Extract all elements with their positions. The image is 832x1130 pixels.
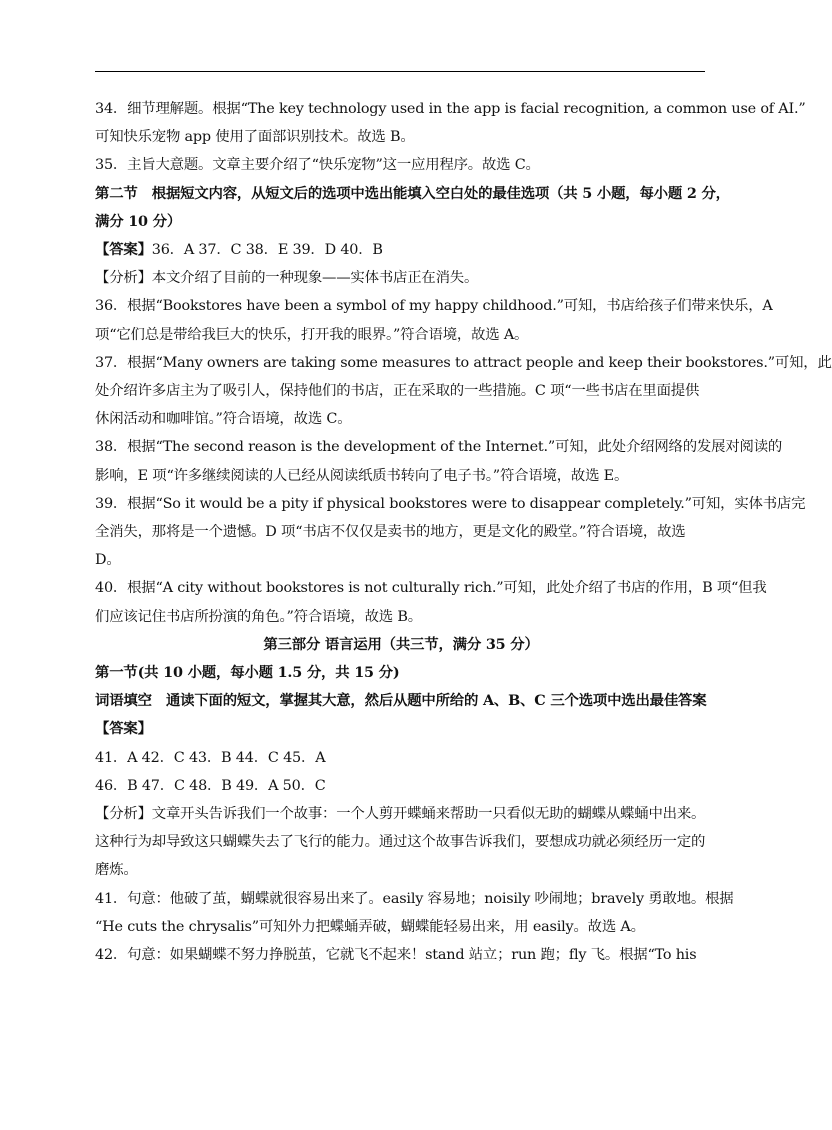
analysis-line: 【分析】文章开头告诉我们一个故事：一个人剪开蝶蛹来帮助一只看似无助的蝴蝶从蝶蛹中出来。 — [95, 806, 706, 823]
text-line: 41．句意：他破了茧，蝴蝶就很容易出来了。easily 容易地；noisily 吵闹地；bravely 勇敢地。根据 — [95, 890, 734, 907]
answer-line: 41．A 42．C 43．B 44．C 45．A — [95, 749, 326, 766]
section-heading: 满分 10 分） — [95, 212, 182, 230]
section-heading: 第二节 根据短文内容，从短文后的选项中选出能填入空白处的最佳选项（共 5 小题，每小题 2 分， — [95, 184, 730, 202]
text-line: 36．根据“Bookstores have been a symbol of my happy childhood.”可知，书店给孩子们带来快乐，A — [95, 298, 773, 315]
text-line: 这种行为却导致这只蝴蝶失去了飞行的能力。通过这个故事告诉我们，要想成功就必须经历一定的 — [95, 834, 706, 851]
text-line: 42．句意：如果蝴蝶不努力挣脱茧，它就飞不起来！stand 站立；run 跑；fly 飞。根据“To his — [95, 947, 697, 964]
answer-label: 【答案】 — [95, 241, 152, 259]
text-line: D。 — [95, 552, 121, 569]
text-line: 40．根据“A city without bookstores is not culturally rich.”可知，此处介绍了书店的作用，B 项“但我 — [95, 580, 767, 597]
answer-line: 【答案】36．A 37．C 38．E 39．D 40．B — [95, 241, 383, 259]
section-heading: 第一节(共 10 小题，每小题 1.5 分，共 15 分) — [95, 664, 400, 682]
answer-line: 46．B 47．C 48．B 49．A 50．C — [95, 777, 326, 794]
text-line: 处介绍许多店主为了吸引人，保持他们的书店，正在采取的一些措施。C 项“一些书店在里面提供 — [95, 383, 700, 400]
text-line: 37．根据“Many owners are taking some measures to attract people and keep their bookstores.”可知，此 — [95, 354, 832, 371]
text-line: 磨炼。 — [95, 862, 138, 879]
section-heading: 词语填空 通读下面的短文，掌握其大意，然后从题中所给的 A、B、C 三个选项中选出最佳答案 — [95, 692, 707, 710]
document-body — [95, 95, 832, 969]
text-line: 38．根据“The second reason is the development of the Internet.”可知，此处介绍网络的发展对阅读的 — [95, 439, 783, 456]
text-line: 39．根据“So it would be a pity if physical bookstores were to disappear completely.”可知，实体书店完 — [95, 495, 806, 512]
text-line: 们应该记住书店所扮演的角色。”符合语境，故选 B。 — [95, 608, 422, 625]
text-line: “He cuts the chrysalis”可知外力把蝶蛹弄破，蝴蝶能轻易出来，用 easily。故选 A。 — [95, 918, 645, 935]
text-line: 休闲活动和咖啡馆。”符合语境，故选 C。 — [95, 411, 352, 428]
text-line: 34．细节理解题。根据“The key technology used in the app is facial recognition, a common use of AI.” — [95, 101, 806, 117]
text-line: 影响，E 项“许多继续阅读的人已经从阅读纸质书转向了电子书。”符合语境，故选 E。 — [95, 467, 629, 484]
answer-label: 【答案】 — [95, 720, 152, 738]
text-line: 项“它们总是带给我巨大的快乐，打开我的眼界。”符合语境，故选 A。 — [95, 326, 529, 343]
header-rule — [95, 71, 705, 72]
text-line: 可知快乐宠物 app 使用了面部识别技术。故选 B。 — [95, 129, 415, 146]
text-line: 全消失，那将是一个遗憾。D 项“书店不仅仅是卖书的地方，更是文化的殿堂。”符合语境，故选 — [95, 524, 686, 541]
analysis-line: 【分析】本文介绍了目前的一种现象——实体书店正在消失。 — [95, 270, 479, 287]
text-line: 35．主旨大意题。文章主要介绍了“快乐宠物”这一应用程序。故选 C。 — [95, 157, 540, 174]
part-heading: 第三部分 语言运用（共三节，满分 35 分） — [263, 635, 539, 653]
